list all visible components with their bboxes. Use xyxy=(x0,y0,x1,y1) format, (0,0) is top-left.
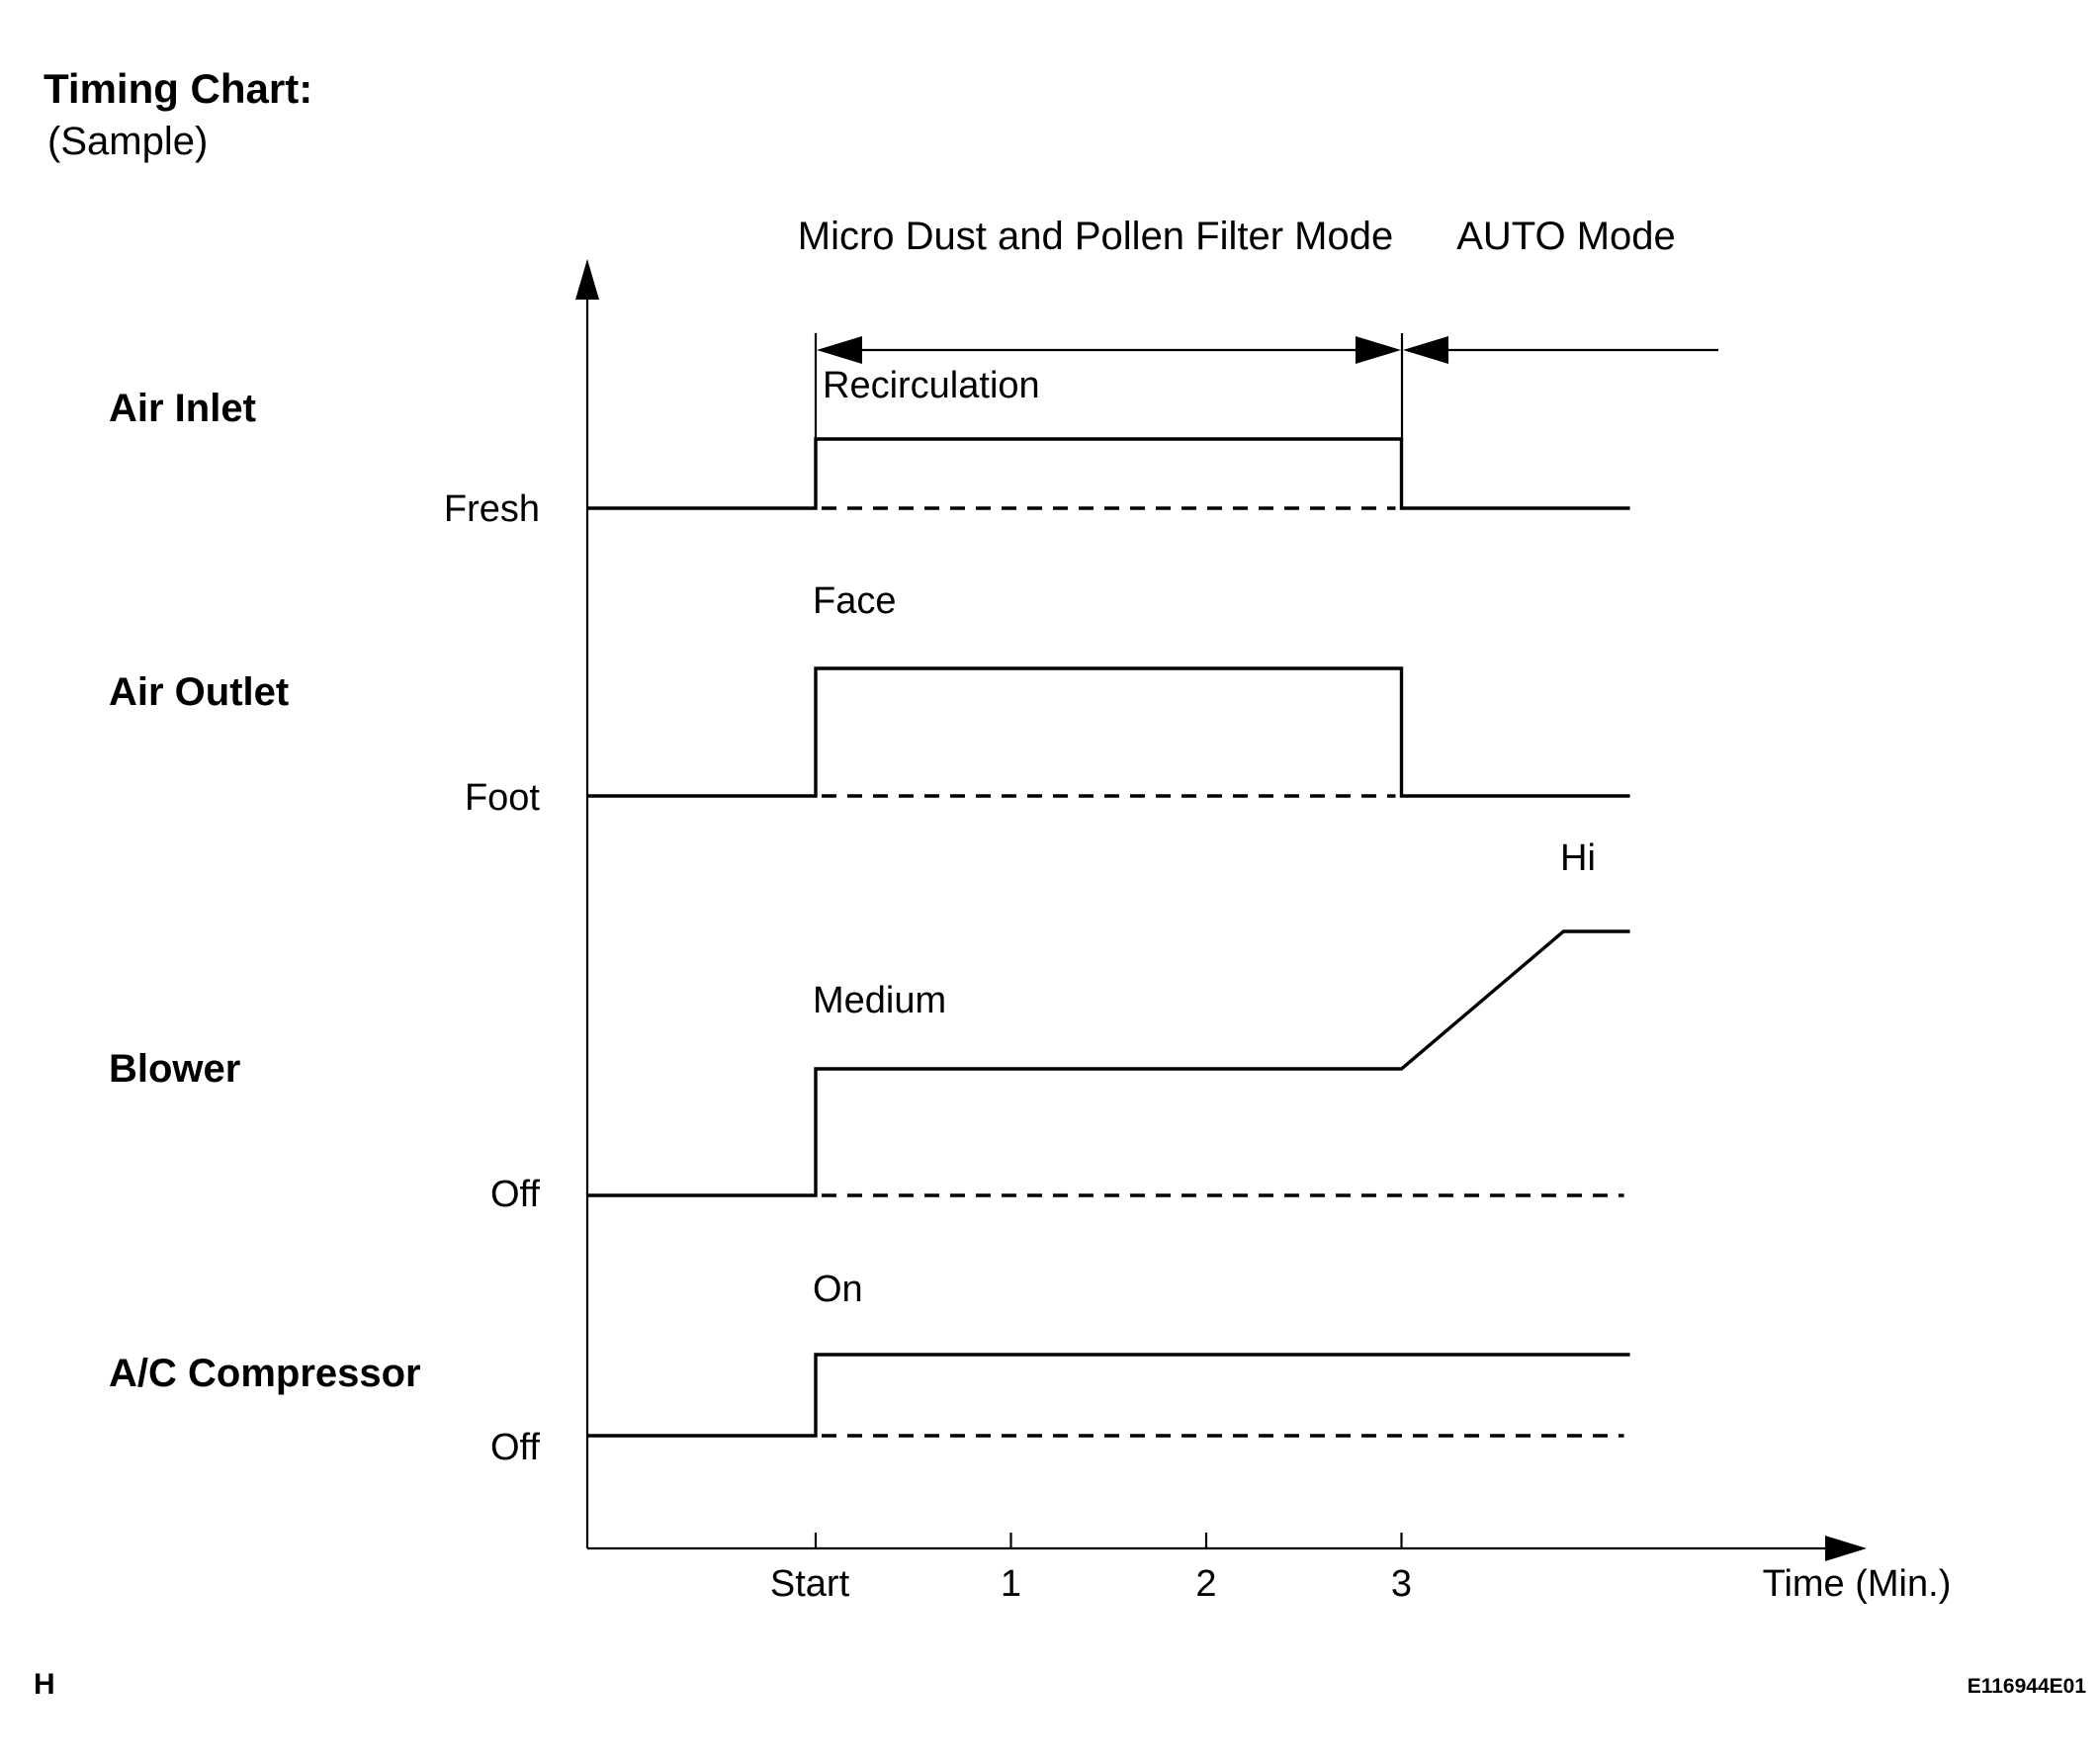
filter-mode-arrow-right xyxy=(1356,336,1401,364)
air-inlet-trace xyxy=(587,439,1630,508)
page-code-left: H xyxy=(34,1668,55,1701)
auto-mode-arrow-left xyxy=(1403,336,1448,364)
x-axis-ticks xyxy=(770,1533,1412,1605)
x-tick-label-3: 3 xyxy=(1390,1563,1413,1605)
x-axis-label: Time (Min.) xyxy=(1762,1563,1952,1605)
ac-compressor-low-label: Off xyxy=(490,1427,540,1468)
filter-mode-label: Micro Dust and Pollen Filter Mode xyxy=(797,215,1394,258)
blower-high-label: Hi xyxy=(1560,837,1596,879)
signal-traces xyxy=(587,439,1630,1436)
row-title-blower: Blower xyxy=(109,1047,241,1091)
air-inlet-low-label: Fresh xyxy=(443,488,540,530)
x-axis-arrow xyxy=(1825,1536,1867,1561)
air-outlet-trace xyxy=(587,668,1630,796)
row-title-air-outlet: Air Outlet xyxy=(109,670,290,714)
blower-trace xyxy=(587,931,1630,1195)
filter-mode-arrow-left xyxy=(817,336,862,364)
chart-subtitle: (Sample) xyxy=(47,120,209,163)
x-tick-label-1: 1 xyxy=(1000,1563,1022,1605)
x-tick-label-2: 2 xyxy=(1195,1563,1217,1605)
chart-title: Timing Chart: xyxy=(44,65,313,112)
air-outlet-high-label: Face xyxy=(813,580,897,622)
row-title-air-inlet: Air Inlet xyxy=(109,387,256,430)
row-title-ac-compressor: A/C Compressor xyxy=(109,1352,421,1395)
y-axis-arrow xyxy=(575,259,599,300)
air-inlet-high-label: Recirculation xyxy=(823,365,1040,406)
blower-low-label: Off xyxy=(490,1174,540,1215)
air-outlet-low-label: Foot xyxy=(464,777,540,819)
x-tick-label-0: Start xyxy=(769,1563,850,1605)
ac-compressor-trace xyxy=(587,1355,1630,1436)
blower-mid-label: Medium xyxy=(813,980,947,1021)
auto-mode-label: AUTO Mode xyxy=(1456,215,1676,258)
ac-compressor-high-label: On xyxy=(813,1269,863,1310)
figure-code: E116944E01 xyxy=(1967,1675,2086,1698)
